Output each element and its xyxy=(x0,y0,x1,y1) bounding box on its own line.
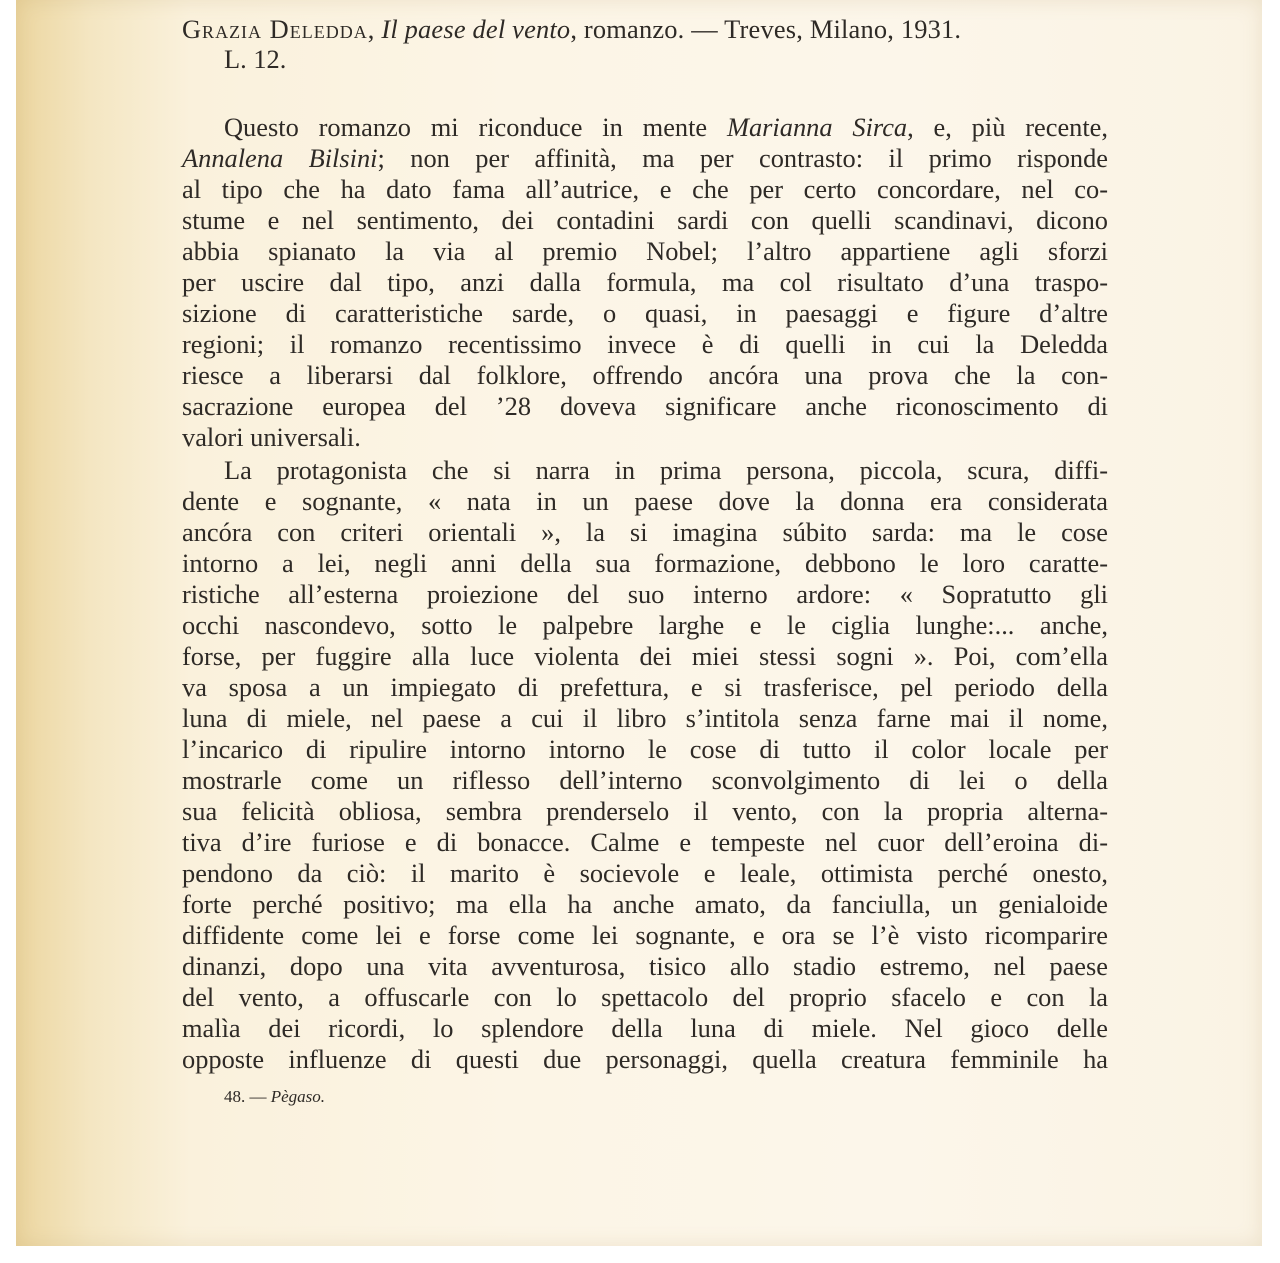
text-line: mostrarle come un riflesso dell’interno sconvolgimento di lei o della xyxy=(182,765,1108,795)
text-line: pendono da ciò: il marito è socievole e leale, ottimista perché onesto, xyxy=(182,858,1108,888)
text-line: riesce a liberarsi dal folklore, offrendo ancóra una prova che la con- xyxy=(182,360,1108,390)
book-citation xyxy=(182,14,1108,44)
text-line: tiva d’ire furiose e di bonacce. Calme e tempeste nel cuor dell’eroina di- xyxy=(182,827,1108,857)
text-line: stume e nel sentimento, dei contadini sardi con quelli scandinavi, dicono xyxy=(182,205,1108,235)
citation-comma: , xyxy=(367,14,375,44)
text-line: diffidente come lei e forse come lei sognante, e ora se l’è visto ricomparire xyxy=(182,920,1108,950)
text-line: del vento, a offuscarle con lo spettacolo del proprio sfacelo e con la xyxy=(182,982,1108,1012)
paragraph-2 xyxy=(182,455,1108,1075)
citation-publisher: , romanzo. — Treves, Milano, 1931. xyxy=(570,14,962,44)
page-number: 48. — xyxy=(224,1087,267,1106)
journal-name: Pègaso. xyxy=(270,1087,326,1106)
text-line: La protagonista che si narra in prima persona, piccola, scura, diffi- xyxy=(224,455,1108,485)
text-line: va sposa a un impiegato di prefettura, e si trasferisce, pel periodo della xyxy=(182,672,1108,702)
text-line: dente e sognante, « nata in un paese dove la donna era considerata xyxy=(182,486,1108,516)
text-line: dinanzi, dopo una vita avventurosa, tisico allo stadio estremo, nel paese xyxy=(182,951,1108,981)
scanned-page xyxy=(16,0,1262,1246)
text-line: abbia spianato la via al premio Nobel; l’altro appartiene agli sforzi xyxy=(182,236,1108,266)
text-line: opposte influenze di questi due personaggi, quella creatura femminile ha xyxy=(182,1044,1108,1074)
text-line: per uscire dal tipo, anzi dalla formula, ma col risultato d’una traspo- xyxy=(182,267,1108,297)
book-title: Il paese del vento xyxy=(381,14,571,44)
text-line: intorno a lei, negli anni della sua formazione, debbono le loro caratte- xyxy=(182,548,1108,578)
review-text xyxy=(182,14,1108,1109)
text-line: sacrazione europea del ’28 doveva significare anche riconoscimento di xyxy=(182,391,1108,421)
text-line: occhi nascondevo, sotto le palpebre larghe e le ciglia lunghe:... anche, xyxy=(182,610,1108,640)
text-line: sua felicità obliosa, sembra prenderselo il vento, con la propria alterna- xyxy=(182,796,1108,826)
text-line: forse, per fuggire alla luce violenta dei miei stessi sogni ». Poi, com’ella xyxy=(182,641,1108,671)
text-line: sizione di caratteristiche sarde, o quasi, in paesaggi e figure d’altre xyxy=(182,298,1108,328)
text-line: Annalena Bilsini; non per affinità, ma per contrasto: il primo risponde xyxy=(182,143,1108,173)
text-line: ristiche all’esterna proiezione del suo interno ardore: « Sopratutto gli xyxy=(182,579,1108,609)
text-line: luna di miele, nel paese a cui il libro s’intitola senza farne mai il nome, xyxy=(182,703,1108,733)
page-footer xyxy=(182,1085,1108,1109)
text-line: ancóra con criteri orientali », la si imagina súbito sarda: ma le cose xyxy=(182,517,1108,547)
author-name: Grazia Deledda xyxy=(182,14,368,44)
text-line: al tipo che ha dato fama all’autrice, e che per certo concordare, nel co- xyxy=(182,174,1108,204)
text-line: regioni; il romanzo recentissimo invece è di quelli in cui la Deledda xyxy=(182,329,1108,359)
book-price: L. 12. xyxy=(224,44,287,74)
paragraph-1 xyxy=(182,112,1108,453)
text-line: malìa dei ricordi, lo splendore della luna di miele. Nel gioco delle xyxy=(182,1013,1108,1043)
text-line: forte perché positivo; ma ella ha anche amato, da fanciulla, un genialoide xyxy=(182,889,1108,919)
text-line: Questo romanzo mi riconduce in mente Marianna Sirca, e, più recente, xyxy=(224,112,1108,142)
text-line: l’incarico di ripulire intorno intorno le cose di tutto il color locale per xyxy=(182,734,1108,764)
text-line: valori universali. xyxy=(182,422,361,452)
